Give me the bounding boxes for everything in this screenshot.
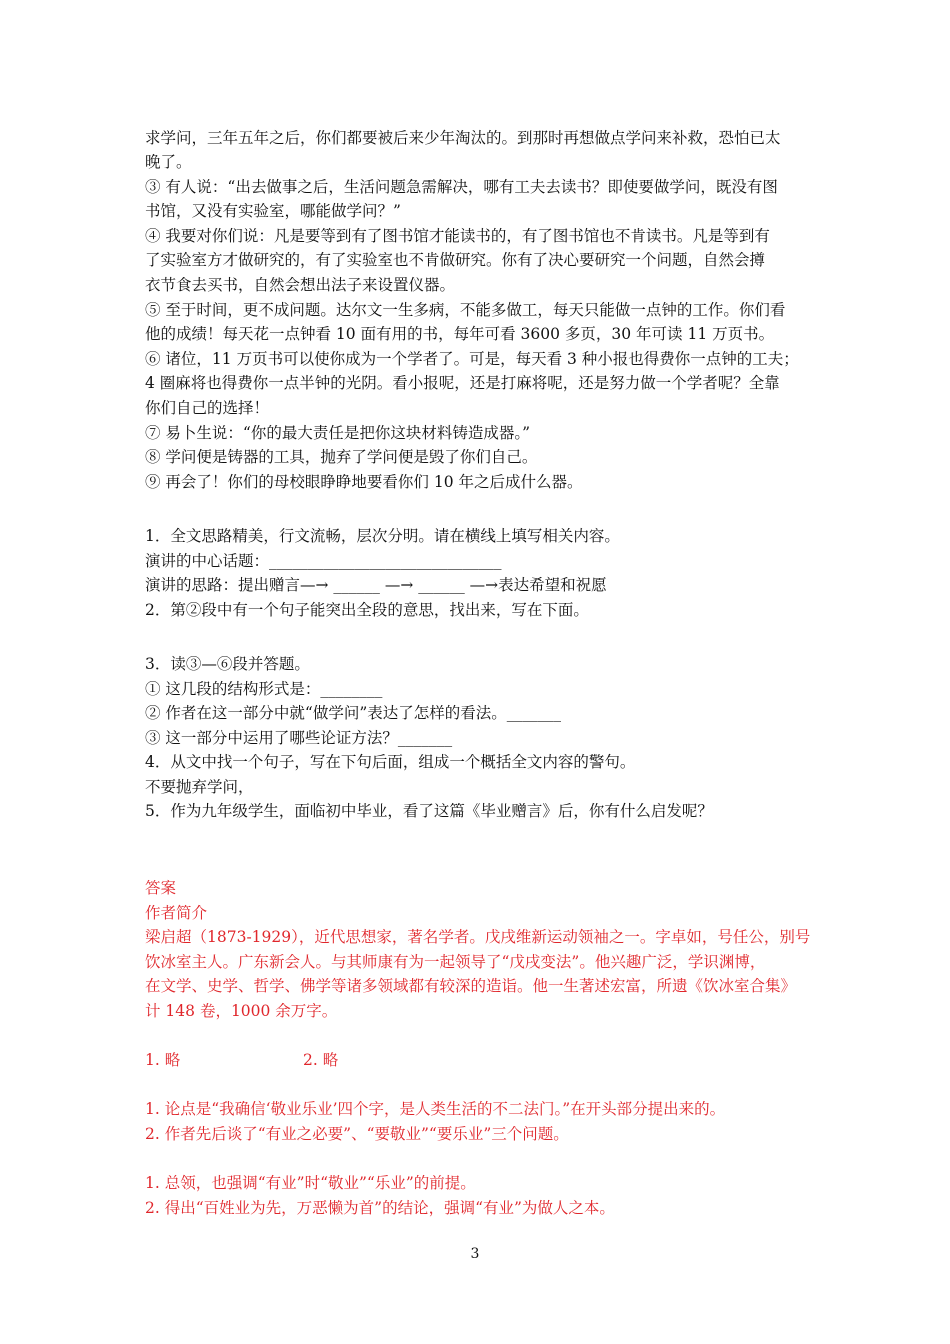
passage-line: 求学问，三年五年之后，你们都要被后来少年淘汰的。到那时再想做点学问来补救，恐怕已太 <box>145 129 781 147</box>
answer-line: 2. 得出“百姓业为先，万恶懒为首”的结论，强调“有业”为做人之本。 <box>145 1199 615 1217</box>
author-heading: 作者简介 <box>145 904 208 922</box>
answer-brief-1: 1. 略 <box>145 1051 181 1069</box>
answer-line: 2. 作者先后谈了“有业之必要”、“要敬业”“要乐业”三个问题。 <box>145 1125 569 1143</box>
answer-line: 1. 总领，也强调“有业”时“敬业”“乐业”的前提。 <box>145 1174 476 1192</box>
question-1: 1．全文思路精美，行文流畅，层次分明。请在横线上填写相关内容。 <box>145 527 620 545</box>
paragraph-3: ③ 有人说：“出去做事之后，生活问题急需解决，哪有工夫去读书？即使要做学问，既没有图 <box>145 178 778 196</box>
answer-line: 1. 论点是“我确信‘敬业乐业’四个字，是人类生活的不二法门。”在开头部分提出来的。 <box>145 1100 726 1118</box>
answer-heading: 答案 <box>145 879 177 897</box>
answer-brief-2: 2. 略 <box>303 1051 339 1069</box>
paragraph-6: ⑥ 诸位，11 万页书可以使你成为一个学者了。可是，每天看 3 种小报也得费你一点钟的工夫； <box>145 350 799 368</box>
question-3-part-3: ③ 这一部分中运用了哪些论证方法？_______ <box>145 729 453 747</box>
paragraph-8: ⑧ 学问便是铸器的工具，抛弃了学问便是毁了你们自己。 <box>145 448 538 466</box>
passage-line: 4 圈麻将也得费你一点半钟的光阴。看小报呢，还是打麻将呢，还是努力做一个学者呢？全靠 <box>145 374 780 392</box>
question-4-prompt: 不要抛弃学问， <box>145 778 254 796</box>
passage-line: 你们自己的选择！ <box>145 399 270 417</box>
question-3-part-1: ① 这几段的结构形式是：________ <box>145 680 383 698</box>
question-1-blank-outline: 演讲的思路：提出赠言—→ ______ —→ ______ —→表达希望和祝愿 <box>145 576 607 594</box>
author-bio-line: 计 148 卷，1000 余万字。 <box>145 1002 338 1020</box>
passage-line: 书馆，又没有实验室，哪能做学问？” <box>145 202 401 220</box>
question-3-part-2: ② 作者在这一部分中就“做学问”表达了怎样的看法。_______ <box>145 704 562 722</box>
paragraph-4: ④ 我要对你们说：凡是要等到有了图书馆才能读书的，有了图书馆也不肯读书。凡是等到有 <box>145 227 770 245</box>
passage-line: 晚了。 <box>145 153 192 171</box>
page-number: 3 <box>470 1246 480 1262</box>
author-bio-line: 梁启超（1873-1929），近代思想家，著名学者。戊戌维新运动领袖之一。字卓如，号任公，别号 <box>145 928 811 946</box>
passage-line: 衣节食去买书，自然会想出法子来设置仪器。 <box>145 276 456 294</box>
passage-line: 他的成绩！每天花一点钟看 10 面有用的书，每年可看 3600 多页，30 年可读 11 万页书。 <box>145 325 775 343</box>
paragraph-9: ⑨ 再会了！你们的母校眼睁睁地要看你们 10 年之后成什么器。 <box>145 473 583 491</box>
passage-line: 了实验室方才做研究的，有了实验室也不肯做研究。你有了决心要研究一个问题，自然会撙 <box>145 251 766 269</box>
paragraph-7: ⑦ 易卜生说：“你的最大责任是把你这块材料铸造成器。” <box>145 424 531 442</box>
author-bio-line: 在文学、史学、哲学、佛学等诸多领域都有较深的造诣。他一生著述宏富，所遗《饮冰室合集》 <box>145 977 797 995</box>
question-3: 3．读③—⑥段并答题。 <box>145 655 310 673</box>
question-2: 2．第②段中有一个句子能突出全段的意思，找出来，写在下面。 <box>145 601 589 619</box>
author-bio-line: 饮冰室主人。广东新会人。与其师康有为一起领导了“戊戌变法”。他兴趣广泛，学识渊博， <box>145 953 766 971</box>
paragraph-5: ⑤ 至于时间，更不成问题。达尔文一生多病，不能多做工，每天只能做一点钟的工作。你们看 <box>145 301 786 319</box>
question-1-blank-topic: 演讲的中心话题：______________________________ <box>145 552 502 570</box>
question-5: 5．作为九年级学生，面临初中毕业，看了这篇《毕业赠言》后，你有什么启发呢？ <box>145 802 713 820</box>
question-4: 4．从文中找一个句子，写在下句后面，组成一个概括全文内容的警句。 <box>145 753 636 771</box>
